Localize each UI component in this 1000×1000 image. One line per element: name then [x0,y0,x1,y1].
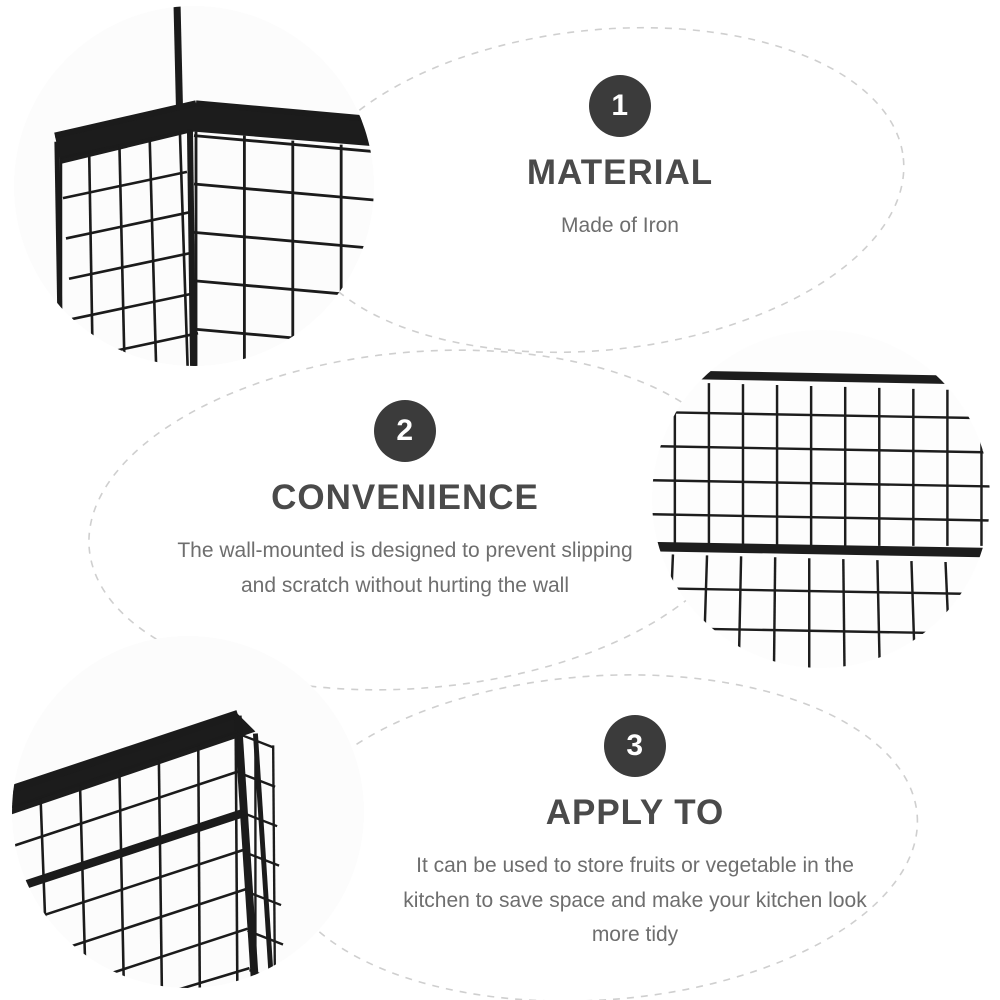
feature-title-1: MATERIAL [526,153,714,192]
feature-title-3: APPLY TO [545,793,725,832]
feature-description-3: It can be used to store fruits or vegetable in the kitchen to save space and make your kitchen look more tidy [403,854,867,947]
wire-basket-side-illustration [12,636,364,988]
feature-badge-1: 1 [589,75,651,137]
feature-block-3 [380,715,890,953]
feature-badge-2: 2 [374,400,436,462]
feature-description-1: Made of Iron [561,214,679,237]
product-photo-2 [652,330,990,668]
feature-description-2: The wall-mounted is designed to prevent slipping and scratch without hurting the wall [177,539,633,597]
wire-mesh-grid-illustration [652,330,990,668]
product-photo-3 [12,636,364,988]
feature-block-1 [420,75,820,244]
feature-block-2 [160,400,650,603]
feature-title-2: CONVENIENCE [271,478,539,517]
wire-basket-corner-illustration [14,6,374,366]
feature-badge-3: 3 [604,715,666,777]
product-photo-1 [14,6,374,366]
